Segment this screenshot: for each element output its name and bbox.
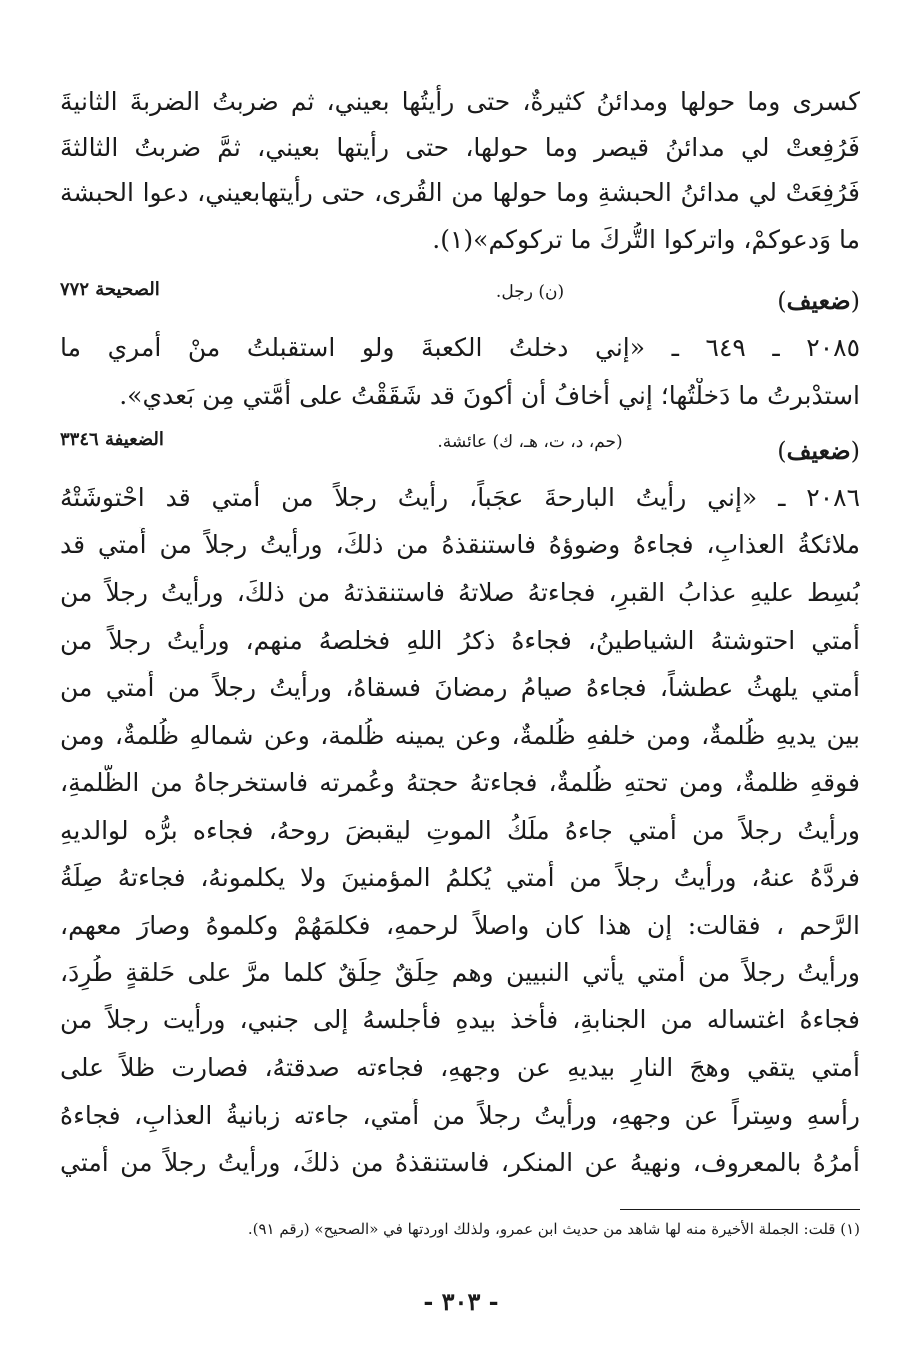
text-line: بُسِط عليهِ عذابُ القبرِ، فجاءتهُ صلاتهُ فاستنقذتهُ من ذلكَ، ورأيتُ رجلاً من (60, 578, 860, 607)
source-citation: (حم، د، ت، هـ، ك) عائشة. (437, 432, 623, 452)
text-line: كسرى وما حولها ومدائنُ كثيرةٌ، حتى رأيتُها بعيني، ثم ضربتُ الضربةَ الثانيةَ (60, 87, 860, 116)
text-line: أُمتي يتقي وهجَ النارِ بيديهِ عن وجههِ، فجاءته صدقتهُ، فصارت ظلاً على (60, 1053, 860, 1082)
text-line: فوقهِ ظلمةٌ، ومن تحتهِ ظُلمةٌ، فجاءتهُ حجتهُ وعُمرته فاستخرجاهُ من الظُّلمةِ، (60, 768, 860, 797)
grade-row (60, 429, 860, 472)
text-line: الرَّحم ، فقالت: إن هذا كان واصلاً لرحمهِ، فكلمَهُمْ وكلموهُ وصارَ معهم، (60, 911, 860, 940)
text-line: أُمتي يلهثُ عطشاً، فجاءهُ صيامُ رمضانَ فسقاهُ، ورأيتُ رجلاً من أُمتي من (60, 673, 860, 702)
footnote: (١) قلت: الجملة الأخيرة منه لها شاهد من حديث ابن عمرو، ولذلك اوردتها في «الصحيح» (رقم ٩١). (247, 1220, 860, 1238)
text-line: استدْبرتُ ما دَخلْتُها؛ إني أخافُ أن أكونَ قد شَقَقْتُ على أُمَّتي مِن بَعدي». (119, 381, 860, 410)
text-line: فجاءهُ اغتساله من الجنابةِ، فأخذ بيدهِ فأجلسهُ إلى جنبي، ورأيت رجلاً من (60, 1005, 860, 1034)
text-line: ٢٠٨٦ ـ «إني رأيتُ البارحةَ عجَباً، رأيتُ رجلاً من أُمتي قد احْتوشَتْهُ (60, 483, 860, 512)
source-citation: (ن) رجل. (495, 282, 565, 302)
grade-label: (ضعيف) (777, 286, 860, 315)
reference-number: الصحيحة ٧٧٢ (60, 279, 160, 300)
text-line: أمرُهُ بالمعروف، ونهيهُ عن المنكر، فاستنقذهُ من ذلكَ، ورأيتُ رجلاً من أُمتي (60, 1148, 860, 1177)
text-line: ورأيتُ رجلاً من أُمتي يأتي النبيين وهم حِلَقٌ حِلَقٌ كلما مرَّ على حَلقةٍ طُرِدَ، (60, 958, 860, 987)
text-line: رأسهِ وسِتراً عن وجههِ، ورأيتُ رجلاً من أُمتي، جاءته زبانيةُ العذابِ، فجاءهُ (60, 1101, 860, 1130)
text-line: أُمتي احتوشتهُ الشياطينُ، فجاءهُ ذكرُ اللهِ فخلصهُ منهم، ورأيتُ رجلاً من (60, 626, 860, 655)
text-line: ما وَدعوكمْ، واتركوا التُّركَ ما تركوكم»(١). (432, 225, 860, 254)
reference-number: الضعيفة ٣٣٤٦ (60, 429, 164, 450)
text-line: ورأيتُ رجلاً من أُمتي جاءهُ ملَكُ الموتِ ليقبضَ روحهُ، فجاءه برُّه لوالديهِ (60, 816, 860, 845)
text-line: ٢٠٨٥ ـ ٦٤٩ ـ «إني دخلتُ الكعبةَ ولو استقبلتُ منْ أمري ما (60, 333, 860, 362)
page-number: - ٣٠٣ - (423, 1287, 499, 1316)
footnote-divider (620, 1209, 860, 1210)
text-line: فردَّهُ عنهُ، ورأيتُ رجلاً من أُمتي يُكلمُ المؤمنينَ ولا يكلمونهُ، فجاءتهُ صِلَةُ (60, 863, 860, 892)
grade-label: (ضعيف) (777, 436, 860, 465)
text-line: ملائكةُ العذابِ، فجاءهُ وضوؤهُ فاستنقذهُ من ذلكَ، ورأيتُ رجلاً من أُمتي قد (60, 530, 860, 559)
text-line: فَرُفِعتْ لي مدائنُ قيصر وما حولها، حتى رأيتها بعيني، ثمَّ ضربتُ الثالثةَ (60, 133, 860, 162)
grade-row (60, 279, 860, 322)
text-line: فَرُفِعَتْ لي مدائنُ الحبشةِ وما حولها من القُرى، حتى رأيتهابعيني، دعوا الحبشة (60, 178, 860, 207)
text-line: بين يديهِ ظُلمةٌ، ومن خلفهِ ظُلمةٌ، وعن يمينه ظُلمة، وعن شمالهِ ظُلمةٌ، ومن (60, 721, 860, 750)
